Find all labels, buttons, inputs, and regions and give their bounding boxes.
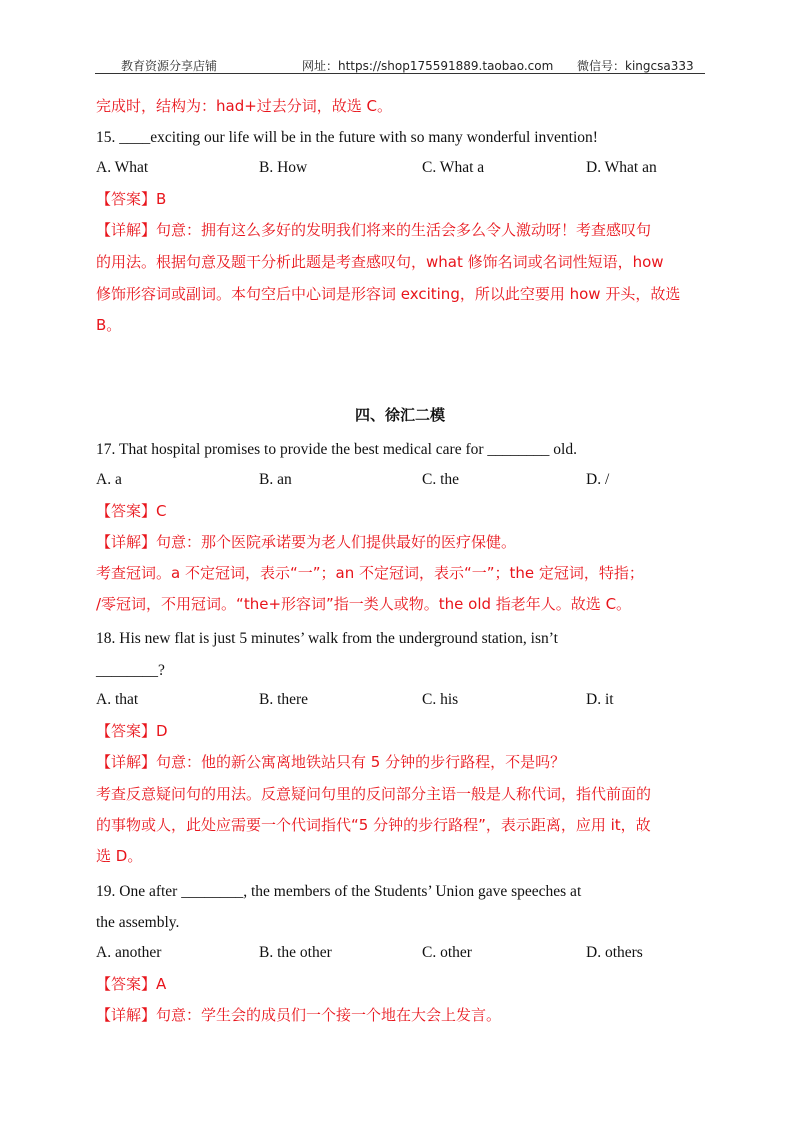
q17-option-c: C. the	[422, 471, 460, 488]
question-19-stem: 19. One after ________, the members of the Students’ Union gave speeches at	[96, 883, 582, 900]
q17-option-a: A. a	[96, 471, 122, 488]
q19-option-a: A. another	[96, 944, 162, 961]
q15-explain-line-2: 的用法。根据句意及题干分析此题是考查感叹句，what 修饰名词或名词性短语，how	[96, 253, 664, 271]
q17-option-b: B. an	[259, 471, 292, 488]
q18-option-a: A. that	[96, 691, 139, 708]
header-divider	[95, 73, 705, 74]
q18-explain-line-2: 考查反意疑问句的用法。反意疑问句里的反问部分主语一般是人称代词，指代前面的	[96, 785, 652, 803]
q17-answer: 【答案】C	[96, 502, 167, 520]
question-15-stem: 15. ____exciting our life will be in the future with so many wonderful invention!	[96, 129, 598, 146]
q15-explain-line-3: 修饰形容词或副词。本句空后中心词是形容词 exciting，所以此空要用 how 开头，故选	[96, 285, 681, 303]
q18-answer: 【答案】D	[96, 722, 168, 740]
q18-explain-line-4: 选 D。	[96, 847, 143, 865]
q19-explain-line-1: 【详解】句意：学生会的成员们一个接一个地在大会上发言。	[96, 1006, 502, 1024]
q18-option-b: B. there	[259, 691, 309, 708]
q18-option-d: D. it	[586, 691, 614, 708]
shop-name: 教育资源分享店铺	[121, 59, 218, 73]
q15-explain-line-1: 【详解】句意：拥有这么多好的发明我们将来的生活会多么令人激动呀！考查感叹句	[96, 221, 652, 239]
wechat-id: 微信号：kingcsa333	[577, 59, 694, 73]
q17-explain-line-2: 考查冠词。a 不定冠词，表示“一”；an 不定冠词，表示“一”；the 定冠词，特指；	[96, 564, 644, 582]
page-header	[95, 55, 705, 75]
question-18-stem-cont: ________?	[96, 662, 165, 679]
q15-answer: 【答案】B	[96, 190, 167, 208]
previous-explanation-tail: 完成时，结构为：had+过去分词，故选 C。	[96, 97, 393, 115]
q18-explain-line-3: 的事物或人，此处应需要一个代词指代“5 分钟的步行路程”，表示距离，应用 it，故	[96, 816, 651, 834]
q19-option-d: D. others	[586, 944, 643, 961]
q19-option-b: B. the other	[259, 944, 332, 961]
q17-explain-line-3: /零冠词，不用冠词。“the+形容词”指一类人或物。the old 指老年人。故选 C。	[96, 595, 632, 613]
q15-explain-line-4: B。	[96, 316, 122, 334]
q15-option-b: B. How	[259, 159, 308, 176]
q19-answer: 【答案】A	[96, 975, 167, 993]
q18-option-c: C. his	[422, 691, 459, 708]
q17-option-d: D. /	[586, 471, 610, 488]
question-19-stem-cont: the assembly.	[96, 914, 180, 931]
q18-explain-line-1: 【详解】句意：他的新公寓离地铁站只有 5 分钟的步行路程，不是吗？	[96, 753, 566, 771]
q17-explain-line-1: 【详解】句意：那个医院承诺要为老人们提供最好的医疗保健。	[96, 533, 517, 551]
shop-url[interactable]: 网址：https://shop175591889.taobao.com	[302, 59, 554, 73]
question-18-stem: 18. His new flat is just 5 minutes’ walk from the underground station, isn’t	[96, 630, 558, 647]
q19-option-c: C. other	[422, 944, 472, 961]
section-title: 四、徐汇二模	[354, 406, 445, 424]
q15-option-c: C. What a	[422, 159, 485, 176]
q15-option-d: D. What an	[586, 159, 657, 176]
q15-option-a: A. What	[96, 159, 149, 176]
question-17-stem: 17. That hospital promises to provide the best medical care for ________ old.	[96, 441, 577, 458]
